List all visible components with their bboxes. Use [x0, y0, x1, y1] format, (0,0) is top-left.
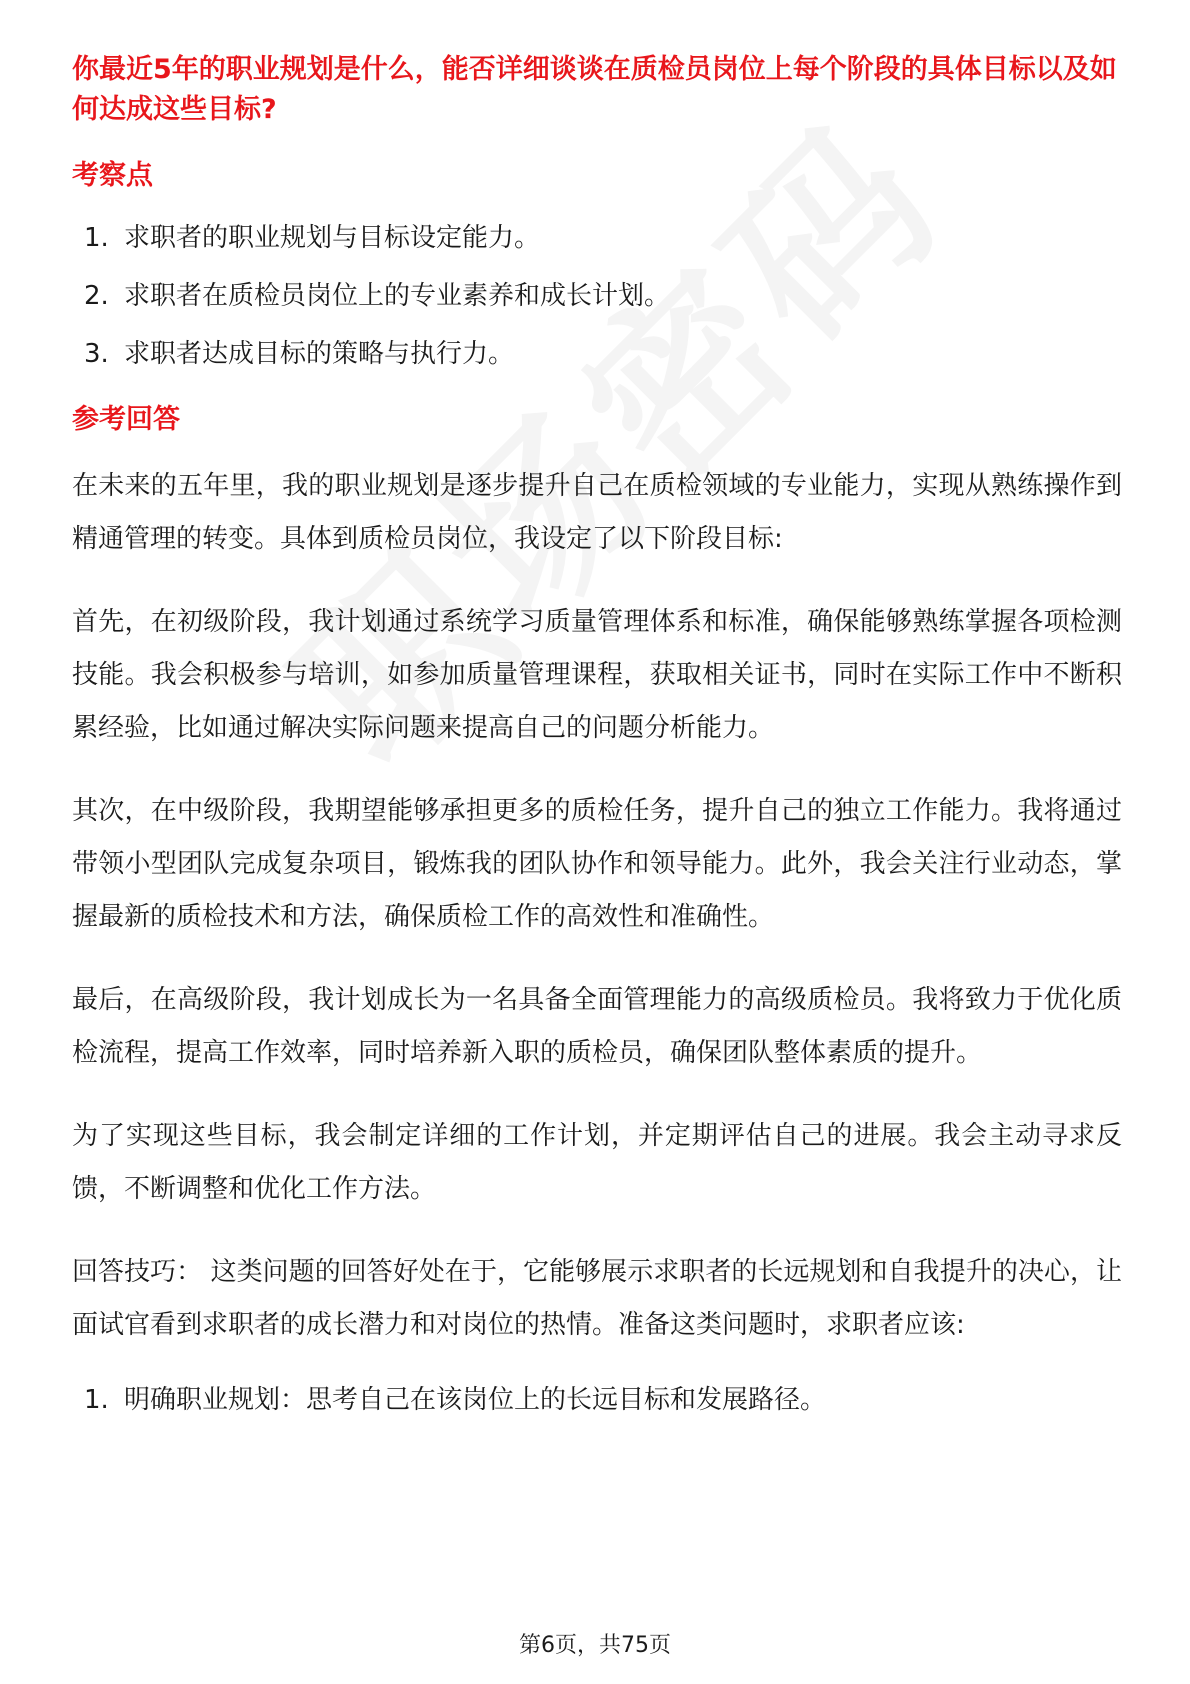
tips-paragraph: 回答技巧： 这类问题的回答好处在于，它能够展示求职者的长远规划和自我提升的决心，让面试官看到求职者的成长潜力和对岗位的热情。准备这类问题时，求职者应该:: [72, 1257, 1122, 1340]
page-number: 第6页，共75页: [519, 1633, 671, 1658]
answer-body: [72, 460, 1122, 1352]
assessment-list: [72, 220, 1122, 372]
list-item: [72, 278, 1122, 314]
list-item-text: 求职者达成目标的策略与执行力。: [124, 339, 515, 369]
answer-paragraph: 在未来的五年里，我的职业规划是逐步提升自己在质检领域的专业能力，实现从熟练操作到精通管理的转变。具体到质检员岗位，我设定了以下阶段目标:: [72, 471, 1122, 554]
list-item: [72, 336, 1122, 372]
list-item-number: 1.: [84, 223, 109, 253]
answer-paragraph: 首先，在初级阶段，我计划通过系统学习质量管理体系和标准，确保能够熟练掌握各项检测技能。我会积极参与培训，如参加质量管理课程，获取相关证书，同时在实际工作中不断积累经验，比如通过解决实际问题来提高自己的问题分析能力。: [72, 607, 1122, 743]
tips-list: [72, 1382, 1122, 1418]
list-item-number: 2.: [84, 281, 109, 311]
list-item-text: 求职者的职业规划与目标设定能力。: [124, 223, 541, 253]
list-item-number: 3.: [84, 339, 109, 369]
list-item-text: 求职者在质检员岗位上的专业素养和成长计划。: [124, 281, 671, 311]
answer-title: 参考回答: [72, 404, 180, 435]
answer-paragraph: 最后，在高级阶段，我计划成长为一名具备全面管理能力的高级质检员。我将致力于优化质检流程，提高工作效率，同时培养新入职的质检员，确保团队整体素质的提升。: [72, 985, 1122, 1068]
assessment-title: 考察点: [72, 160, 153, 191]
answer-paragraph: 其次，在中级阶段，我期望能够承担更多的质检任务，提升自己的独立工作能力。我将通过带领小型团队完成复杂项目，锻炼我的团队协作和领导能力。此外，我会关注行业动态，掌握最新的质检技术和方法，确保质检工作的高效性和准确性。: [72, 796, 1122, 932]
list-item: [72, 220, 1122, 256]
answer-paragraph: 为了实现这些目标，我会制定详细的工作计划，并定期评估自己的进展。我会主动寻求反馈，不断调整和优化工作方法。: [72, 1121, 1122, 1204]
page-content: [72, 50, 1122, 1418]
question-heading: 你最近5年的职业规划是什么，能否详细谈谈在质检员岗位上每个阶段的具体目标以及如何达成这些目标?: [72, 54, 1117, 125]
list-item: [72, 1382, 1122, 1418]
list-item-number: 1.: [84, 1385, 109, 1415]
list-item-text: 明确职业规划：思考自己在该岗位上的长远目标和发展路径。: [124, 1385, 827, 1415]
